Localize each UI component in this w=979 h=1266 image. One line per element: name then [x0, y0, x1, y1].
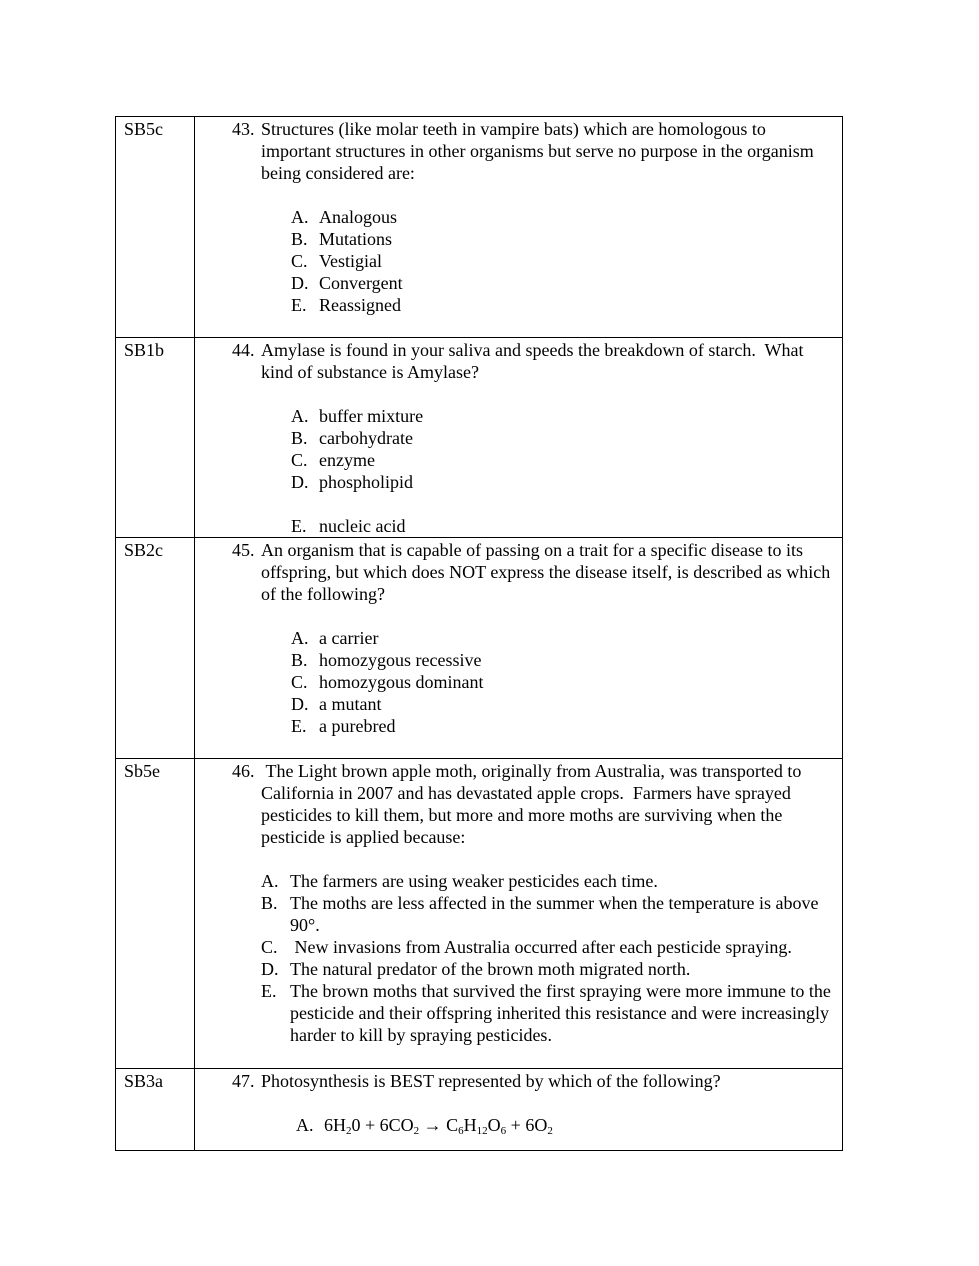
option-letter: A. [291, 207, 309, 227]
option-text: The farmers are using weaker pesticides each time. [290, 871, 658, 891]
formula-part: O [487, 1115, 501, 1135]
option-text: Vestigial [319, 251, 382, 271]
option-text: a mutant [319, 694, 382, 714]
answer-option[interactable] [195, 427, 842, 449]
option-letter: E. [291, 516, 307, 536]
question-body [195, 1069, 843, 1151]
answer-option[interactable] [195, 294, 842, 316]
option-text: New invasions from Australia occurred after each pesticide spraying. [290, 937, 792, 957]
question-row [116, 1069, 843, 1151]
question-table [115, 116, 843, 1151]
question-stem [195, 339, 842, 383]
question-body [195, 759, 843, 1069]
question-stem [195, 539, 842, 605]
option-text: homozygous recessive [319, 650, 482, 670]
question-number: 47. [232, 1071, 255, 1091]
answer-options [195, 405, 842, 537]
question-body [195, 117, 843, 338]
option-text: a carrier [319, 628, 379, 648]
subscript: 6 [500, 1125, 507, 1137]
option-letter: D. [261, 959, 279, 979]
option-letter: B. [291, 428, 308, 448]
question-row [116, 338, 843, 538]
standard-code: SB2c [116, 538, 195, 759]
question-body [195, 538, 843, 759]
subscript: 6 [458, 1125, 464, 1137]
answer-option[interactable] [195, 693, 842, 715]
formula-part: H [463, 1115, 477, 1135]
answer-option[interactable] [195, 515, 842, 537]
subscript: 2 [413, 1125, 420, 1137]
question-text: The Light brown apple moth, originally from Australia, was transported to California in 2007 and has devastated apple crops. Farmers have sprayed pesticides to kill them, but more and more moths are surviving when the pesticide is applied because: [261, 761, 806, 847]
option-text: nucleic acid [319, 516, 406, 536]
standard-code: SB1b [116, 338, 195, 538]
answer-option[interactable] [195, 1114, 842, 1136]
answer-option[interactable] [195, 980, 842, 1046]
formula-part: → C [419, 1115, 459, 1135]
subscript: 12 [476, 1125, 488, 1137]
option-letter: C. [291, 251, 308, 271]
question-row [116, 759, 843, 1069]
option-letter: E. [291, 716, 307, 736]
answer-option[interactable] [195, 715, 842, 737]
answer-options [195, 870, 842, 1046]
standard-code: Sb5e [116, 759, 195, 1069]
question-stem [195, 1070, 842, 1092]
answer-option[interactable] [195, 250, 842, 272]
option-letter: D. [291, 273, 309, 293]
option-letter: A. [296, 1115, 314, 1135]
option-text: Reassigned [319, 295, 401, 315]
question-number: 46. [232, 761, 255, 781]
option-text: enzyme [319, 450, 375, 470]
question-number: 45. [232, 540, 255, 560]
formula-part: 6H [324, 1115, 346, 1135]
option-letter: B. [291, 650, 308, 670]
question-text: Amylase is found in your saliva and speeds the breakdown of starch. What kind of substance is Amylase? [261, 340, 809, 382]
option-letter: C. [261, 937, 278, 957]
option-letter: D. [291, 472, 309, 492]
question-text: Photosynthesis is BEST represented by which of the following? [261, 1071, 721, 1091]
option-text: Analogous [319, 207, 397, 227]
standard-code: SB5c [116, 117, 195, 338]
answer-option[interactable] [195, 627, 842, 649]
question-text: Structures (like molar teeth in vampire bats) which are homologous to important structures in other organisms but serve no purpose in the organism being considered are: [261, 119, 819, 183]
option-formula [324, 1115, 553, 1135]
option-text: The brown moths that survived the first spraying were more immune to the pesticide and their offspring inherited this resistance and were increasingly harder to kill by spraying pesticides. [290, 981, 836, 1045]
standard-code: SB3a [116, 1069, 195, 1151]
formula-part: 0 + 6CO [351, 1115, 414, 1135]
option-letter: E. [261, 981, 277, 1001]
question-text: An organism that is capable of passing on a trait for a specific disease to its offspring, but which does NOT express the disease itself, is described as which of the following? [261, 540, 835, 604]
answer-option[interactable] [195, 958, 842, 980]
question-stem [195, 118, 842, 184]
option-letter: A. [291, 628, 309, 648]
answer-option[interactable] [195, 936, 842, 958]
formula-part: + 6O [506, 1115, 548, 1135]
answer-option[interactable] [195, 206, 842, 228]
answer-option[interactable] [195, 892, 842, 936]
option-text: carbohydrate [319, 428, 413, 448]
question-row [116, 117, 843, 338]
answer-options [195, 1114, 842, 1136]
question-row [116, 538, 843, 759]
option-letter: B. [261, 893, 278, 913]
option-letter: C. [291, 672, 308, 692]
option-letter: E. [291, 295, 307, 315]
question-number: 43. [232, 119, 255, 139]
option-text: homozygous dominant [319, 672, 484, 692]
option-letter: C. [291, 450, 308, 470]
question-number: 44. [232, 340, 255, 360]
option-text: Convergent [319, 273, 403, 293]
option-text: a purebred [319, 716, 396, 736]
question-stem [195, 760, 842, 848]
answer-option[interactable] [195, 228, 842, 250]
option-text: phospholipid [319, 472, 414, 492]
option-letter: B. [291, 229, 308, 249]
option-text: The moths are less affected in the summer when the temperature is above 90°. [290, 893, 823, 935]
answer-option[interactable] [195, 649, 842, 671]
option-letter: A. [261, 871, 279, 891]
answer-options [195, 627, 842, 737]
answer-option[interactable] [195, 272, 842, 294]
answer-option[interactable] [195, 449, 842, 471]
option-text: Mutations [319, 229, 393, 249]
question-body [195, 338, 843, 538]
option-letter: A. [291, 406, 309, 426]
answer-option[interactable] [195, 671, 842, 693]
subscript: 2 [346, 1125, 352, 1137]
option-text: The natural predator of the brown moth migrated north. [290, 959, 691, 979]
answer-option[interactable] [195, 405, 842, 427]
option-text: buffer mixture [319, 406, 424, 426]
answer-option[interactable] [195, 471, 842, 493]
answer-options [195, 206, 842, 316]
subscript: 2 [547, 1125, 553, 1137]
answer-option[interactable] [195, 870, 842, 892]
option-letter: D. [291, 694, 309, 714]
